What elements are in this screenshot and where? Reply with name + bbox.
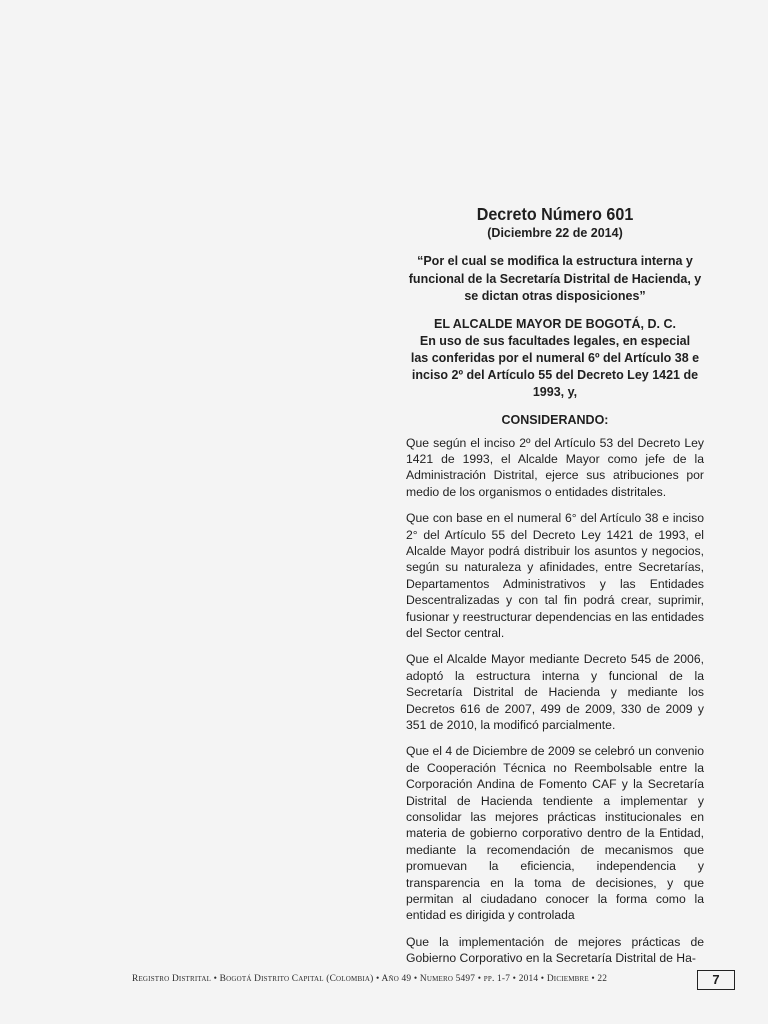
considerando-heading: CONSIDERANDO: xyxy=(501,412,609,427)
preamble-line: las conferidas por el numeral 6º del Artículo 38 e xyxy=(410,350,700,365)
subject-line: funcional de la Secretaría Distrital de Hacienda, y xyxy=(408,271,702,286)
preamble-line: 1993, y, xyxy=(532,384,578,399)
decree-date: (Diciembre 22 de 2014) xyxy=(487,226,623,240)
mayor-preamble xyxy=(406,316,704,401)
document-column xyxy=(406,203,704,977)
preamble-line: En uso de sus facultades legales, en especial xyxy=(419,333,691,348)
paragraph: Que según el inciso 2º del Artículo 53 del Decreto Ley 1421 de 1993, el Alcalde Mayor como jefe de la Administración Distrital, ejerce sus atribuciones por medio de los organismos o entidades distritales. xyxy=(406,435,704,499)
decree-subject xyxy=(406,253,704,306)
subject-line: “Por el cual se modifica la estructura interna y xyxy=(417,254,693,268)
preamble-line: EL ALCALDE MAYOR DE BOGOTÁ, D. C. xyxy=(434,316,676,331)
paragraph: Que con base en el numeral 6° del Artículo 38 e inciso 2° del Artículo 55 del Decreto Ley 1421 de 1993, el Alcalde Mayor podrá distribuir los asuntos y negocios, según su naturaleza y afinidades, entre Secretarías, Departamentos Administrativos y las Entidades Descentralizadas y con tal fin podrá crear, suprimir, fusionar y reestructurar dependencias en las entidades del Sector central. xyxy=(406,511,704,640)
decree-title: Decreto Número 601 xyxy=(476,204,634,224)
paragraph: Que el 4 de Diciembre de 2009 se celebró un convenio de Cooperación Técnica no Reembolsable entre la Corporación Andina de Fomento CAF y la Secretaría Distrital de Hacienda tendiente a implementar y consolidar las mejores prácticas institucionales en materia de gobierno corporativo dentro de la Entidad, mediante la recomendación de mecanismos que promuevan la eficiencia, independencia y transparencia en la toma de decisiones, y que permitan al ciudadano conocer la forma como la entidad es dirigida y controlada xyxy=(406,744,704,923)
paragraph: Que la implementación de mejores prácticas de Gobierno Corporativo en la Secretaría Distrital de Ha- xyxy=(406,934,704,966)
paragraph: Que el Alcalde Mayor mediante Decreto 545 de 2006, adoptó la estructura interna y funcional de la Secretaría Distrital de Hacienda y mediante los Decretos 616 de 2007, 499 de 2009, 330 de 2009 y 351 de 2010, la modificó parcialmente. xyxy=(406,652,704,732)
preamble-line: inciso 2º del Artículo 55 del Decreto Ley 1421 de xyxy=(411,367,699,382)
subject-line: se dictan otras disposiciones” xyxy=(464,289,646,303)
page-footer: Registro Distrital • Bogotá Distrito Capital (Colombia) • Año 49 • Numero 5497 • pp. 1-7 • 2014 • Diciembre • 22 xyxy=(132,974,608,984)
page-number: 7 xyxy=(697,970,735,990)
